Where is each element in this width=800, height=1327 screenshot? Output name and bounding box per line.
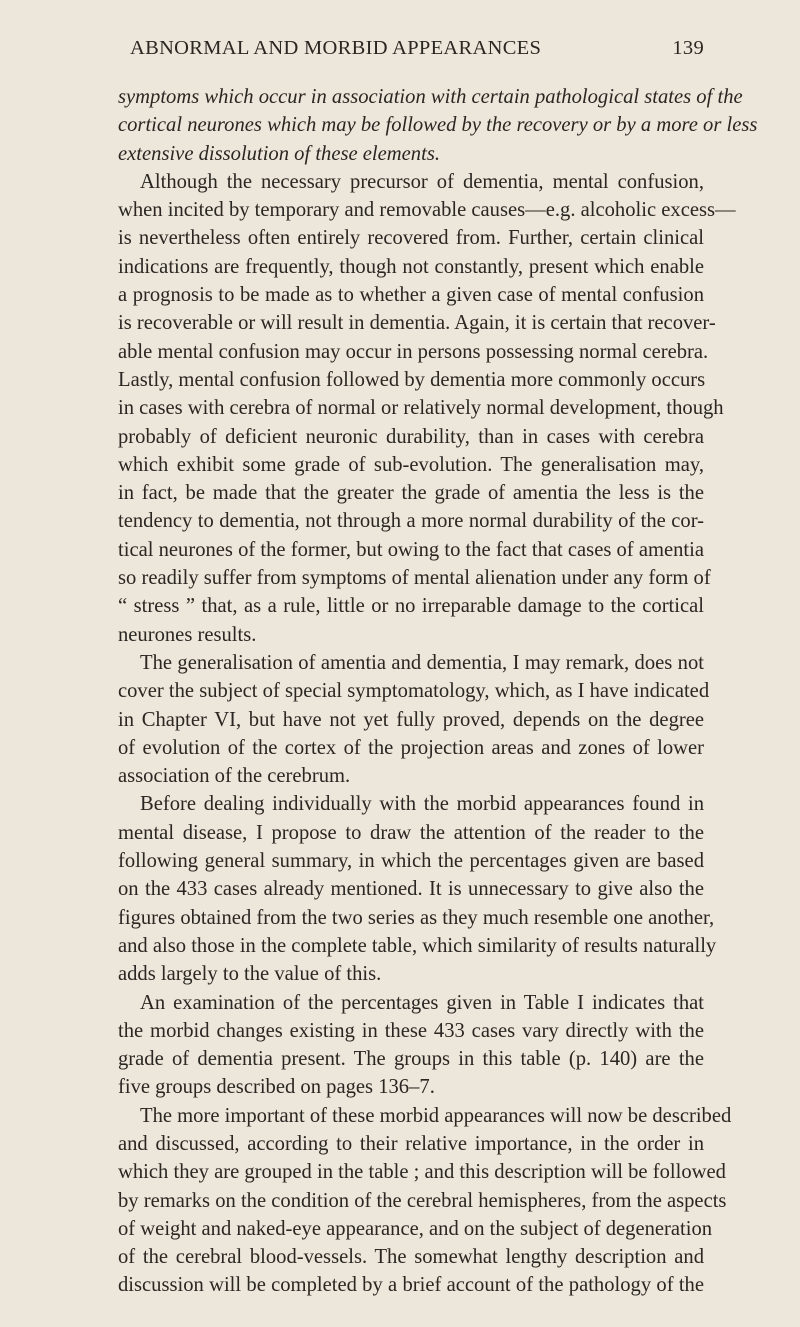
text-line: tendency to dementia, not through a more normal durability of the cor-: [118, 510, 704, 533]
paragraph: [118, 83, 758, 168]
text-line: An examination of the percentages given in Table I indicates that: [140, 991, 704, 1014]
page-body: [118, 83, 758, 1300]
text-line: of weight and naked-eye appearance, and on the subject of degeneration: [118, 1217, 713, 1240]
text-line: adds largely to the value of this.: [118, 963, 382, 986]
text-line: which they are grouped in the table ; and this description will be followed: [118, 1161, 726, 1184]
text-line: by remarks on the condition of the cerebral hemispheres, from the aspects: [118, 1189, 727, 1212]
running-header: [118, 37, 704, 65]
text-line: indications are frequently, though not constantly, present which enable: [118, 255, 704, 278]
text-line: cover the subject of special symptomatology, which, as I have indicated: [118, 680, 710, 703]
text-line: association of the cerebrum.: [118, 765, 351, 788]
text-line: in cases with cerebra of normal or relatively normal development, though: [118, 397, 724, 420]
text-line: able mental confusion may occur in persons possessing normal cerebra.: [118, 340, 709, 363]
text-line: of evolution of the cortex of the projection areas and zones of lower: [118, 736, 704, 759]
text-line: figures obtained from the two series as they much resemble one another,: [118, 906, 715, 929]
text-line: probably of deficient neuronic durability, than in cases with cerebra: [118, 425, 704, 448]
text-line: and discussed, according to their relative importance, in the order in: [118, 1132, 704, 1155]
text-line: in fact, be made that the greater the grade of amentia the less is the: [118, 482, 704, 505]
text-line: is nevertheless often entirely recovered from. Further, certain clinical: [118, 227, 704, 250]
text-line: so readily suffer from symptoms of mental alienation under any form of: [118, 567, 711, 590]
paragraph: [118, 649, 710, 790]
text-line: Lastly, mental confusion followed by dementia more commonly occurs: [118, 368, 706, 391]
text-line: the morbid changes existing in these 433 cases vary directly with the: [118, 1019, 704, 1042]
paragraph: [118, 1102, 732, 1300]
text-line: Before dealing individually with the morbid appearances found in: [140, 793, 704, 816]
text-line: on the 433 cases already mentioned. It is unnecessary to give also the: [118, 878, 704, 901]
text-line: tical neurones of the former, but owing to the fact that cases of amentia: [118, 538, 704, 561]
paragraph: [118, 989, 704, 1102]
text-line: of the cerebral blood-vessels. The somewhat lengthy description and: [118, 1246, 704, 1269]
text-line: in Chapter VI, but have not yet fully proved, depends on the degree: [118, 708, 704, 731]
text-line: The generalisation of amentia and dementia, I may remark, does not: [140, 651, 704, 674]
text-line: and also those in the complete table, which similarity of results naturally: [118, 934, 717, 957]
running-title: ABNORMAL AND MORBID APPEARANCES: [130, 37, 542, 59]
text-line: is recoverable or will result in dementia. Again, it is certain that recover-: [118, 312, 716, 335]
text-line: Although the necessary precursor of dementia, mental confusion,: [140, 170, 704, 193]
text-line: symptoms which occur in association with certain pathological states of the: [118, 86, 743, 108]
text-line: “ stress ” that, as a rule, little or no irreparable damage to the cortical: [118, 595, 704, 618]
text-line: The more important of these morbid appearances will now be described: [140, 1104, 732, 1127]
page-number: 139: [672, 37, 704, 59]
text-line: neurones results.: [118, 623, 257, 646]
text-line: extensive dissolution of these elements.: [118, 142, 440, 165]
text-line: which exhibit some grade of sub-evolution. The generalisation may,: [118, 453, 704, 476]
paragraph: [118, 168, 736, 649]
text-line: mental disease, I propose to draw the attention of the reader to the: [118, 821, 704, 844]
text-line: grade of dementia present. The groups in this table (p. 140) are the: [118, 1048, 704, 1071]
text-line: five groups described on pages 136–7.: [118, 1076, 435, 1099]
text-line: a prognosis to be made as to whether a given case of mental confusion: [118, 284, 704, 307]
text-line: when incited by temporary and removable causes—e.g. alcoholic excess—: [118, 199, 736, 222]
text-line: discussion will be completed by a brief account of the pathology of the: [118, 1274, 704, 1297]
paragraph: [118, 790, 717, 988]
text-line: cortical neurones which may be followed by the recovery or by a more or less: [118, 114, 758, 137]
text-line: following general summary, in which the percentages given are based: [118, 850, 704, 873]
